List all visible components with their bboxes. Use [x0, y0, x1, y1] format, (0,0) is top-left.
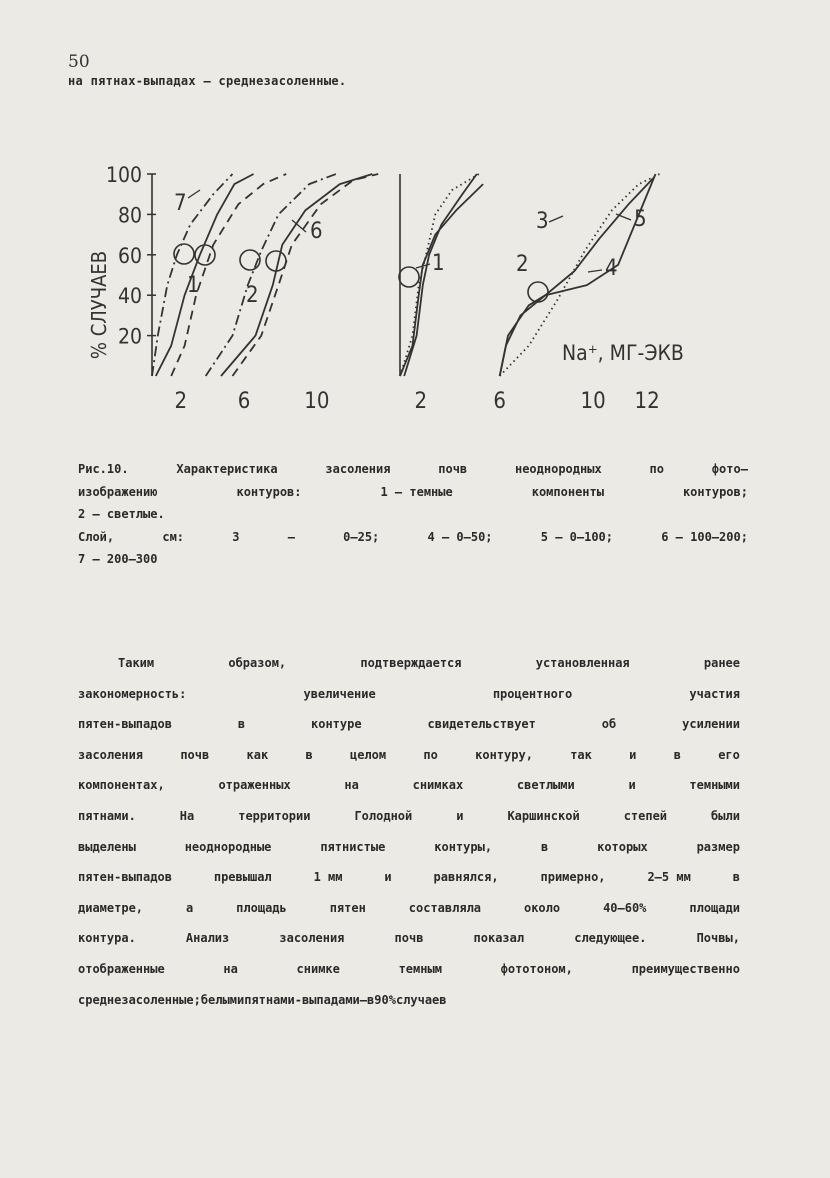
body-word: Таким: [118, 656, 155, 670]
caption-word: 7 – 200–300: [78, 552, 158, 566]
body-word: процентного: [492, 686, 573, 701]
caption-word: засоления: [325, 462, 391, 476]
body-word: участия: [689, 686, 740, 701]
body-word: –: [359, 992, 368, 1007]
body-word: отображенные: [78, 961, 165, 976]
y-tick-label: 80: [117, 203, 142, 228]
caption-word: 3: [232, 529, 240, 544]
y-tick-label: 100: [105, 163, 142, 187]
body-word: засоления: [279, 931, 345, 946]
x-tick-label: 10: [304, 389, 330, 414]
body-line: [78, 862, 740, 893]
body-word: преимущественно: [631, 961, 740, 976]
y-tick-label: 20: [117, 324, 142, 349]
x-tick-label: 6: [493, 389, 506, 414]
body-word: контура.: [78, 931, 136, 946]
body-word: контуре: [311, 717, 362, 732]
body-word: примерно,: [540, 870, 606, 885]
y-tick-label: 40: [117, 284, 142, 309]
caption-word: 0–25;: [343, 529, 380, 544]
body-word: а: [185, 900, 194, 915]
body-word: На: [179, 808, 195, 823]
x-tick-label: 12: [634, 389, 660, 414]
body-word: площади: [689, 900, 740, 915]
body-word: в: [540, 839, 549, 854]
body-word: контуры,: [434, 839, 493, 854]
body-word: случаев: [395, 992, 447, 1007]
caption-word: см:: [162, 529, 185, 544]
body-word: были: [711, 808, 740, 823]
body-word: диаметре,: [78, 900, 144, 915]
body-word: Каршинской: [507, 808, 580, 823]
body-word: показал: [473, 931, 525, 946]
body-word: и: [456, 808, 464, 823]
body-word: на: [223, 961, 238, 976]
body-line: [78, 648, 740, 679]
body-word: и: [629, 747, 637, 762]
body-word: белыми: [200, 992, 245, 1007]
curve-label: 2: [246, 283, 259, 308]
body-word: около: [523, 900, 561, 915]
top-line: на пятнах-выпадах – среднезасоленные.: [68, 74, 347, 88]
caption-line: [78, 481, 748, 504]
series-line: [221, 174, 372, 376]
body-word: свидетельствует: [427, 717, 536, 732]
body-word: в: [673, 747, 681, 762]
body-word: территории: [238, 808, 311, 823]
caption-word: Характеристика: [176, 462, 278, 476]
caption-line: [78, 503, 748, 526]
body-line: [78, 985, 740, 1016]
body-word: пятнами-выпадами: [244, 992, 360, 1007]
x-tick-label: 10: [580, 389, 606, 414]
body-word: Голодной: [354, 808, 413, 823]
body-word: пятен-выпадов: [78, 870, 172, 885]
body-word: фототоном,: [500, 961, 573, 976]
body-word: в: [237, 717, 246, 732]
y-axis-label: % СЛУЧАЕВ: [87, 250, 111, 360]
body-text: [78, 648, 740, 1015]
body-word: на: [344, 778, 359, 793]
caption-line: [78, 458, 748, 481]
body-word: Анализ: [185, 931, 230, 946]
series-line: [233, 174, 379, 376]
body-word: подтверждается: [360, 656, 462, 670]
body-word: в: [367, 992, 375, 1007]
x-tick-label: 2: [174, 389, 188, 414]
caption-word: 1 – темные: [380, 484, 453, 499]
body-word: установленная: [535, 656, 630, 670]
body-word: в: [732, 870, 740, 885]
body-word: превышал: [213, 870, 272, 885]
body-word: закономерность:: [78, 686, 187, 701]
body-word: которых: [597, 839, 648, 854]
body-word: засоления: [78, 747, 144, 762]
label-leader: [188, 190, 200, 198]
body-word: 1 мм: [313, 870, 343, 885]
body-word: об: [601, 717, 617, 732]
body-word: компонентах,: [78, 778, 165, 793]
caption-word: 4 – 0–50;: [427, 529, 493, 544]
body-line: [78, 893, 740, 924]
body-word: почв: [394, 931, 424, 946]
body-word: отраженных: [218, 778, 291, 793]
x-tick-label: 2: [414, 389, 428, 414]
caption-line: [78, 548, 748, 571]
body-word: составляла: [408, 900, 482, 915]
body-word: и: [628, 778, 636, 793]
figure-caption: [78, 458, 748, 571]
caption-word: фото–: [711, 462, 748, 476]
body-line: [78, 770, 740, 801]
body-word: образом,: [228, 656, 287, 670]
body-word: пятнами.: [78, 808, 136, 823]
body-word: неоднородные: [184, 839, 272, 854]
curve-label: 7: [174, 191, 187, 216]
body-word: как: [246, 747, 269, 762]
caption-word: компоненты: [531, 484, 604, 499]
body-line: [78, 801, 740, 832]
body-word: степей: [623, 808, 668, 823]
caption-word: 6 – 100–200;: [661, 529, 748, 544]
caption-line: [78, 526, 748, 549]
label-leader: [588, 270, 602, 272]
body-word: пятен-выпадов: [78, 717, 172, 732]
caption-word: по: [649, 462, 664, 476]
caption-word: контуров;: [682, 484, 748, 499]
x-tick-label: 6: [237, 389, 251, 414]
body-word: снимках: [412, 778, 464, 793]
body-word: следующее.: [574, 931, 647, 946]
body-word: и: [384, 870, 392, 885]
body-line: [78, 709, 740, 740]
body-word: так: [570, 747, 592, 762]
body-word: по: [423, 747, 438, 762]
marker-circle: [195, 245, 215, 265]
caption-word: контуров:: [236, 484, 302, 499]
caption-word: –: [287, 529, 295, 544]
curve-label: 2: [516, 252, 529, 277]
caption-word: Рис.10.: [78, 462, 129, 476]
caption-word: 2 – светлые.: [78, 507, 165, 521]
body-word: равнялся,: [433, 870, 499, 885]
body-word: светлыми: [516, 778, 575, 793]
caption-word: 5 – 0–100;: [540, 529, 613, 544]
curve-label: 1: [187, 273, 200, 298]
body-word: 90%: [374, 992, 396, 1007]
body-word: увеличение: [303, 686, 376, 701]
page-number: 50: [68, 52, 90, 72]
body-word: усилении: [682, 717, 740, 732]
figure-svg: [60, 140, 760, 440]
body-word: среднезасоленные;: [78, 992, 201, 1007]
curve-label: 5: [634, 207, 647, 232]
body-word: Почвы,: [696, 931, 740, 946]
body-word: 40–60%: [603, 900, 647, 915]
body-word: ранее: [703, 656, 740, 670]
body-word: контуру,: [475, 747, 533, 762]
caption-word: изображению: [78, 484, 158, 499]
body-line: [78, 954, 740, 985]
body-word: снимке: [296, 961, 340, 976]
body-word: темным: [398, 961, 442, 976]
body-word: целом: [349, 747, 387, 762]
body-word: пятнистые: [320, 839, 386, 854]
caption-word: почв: [438, 462, 468, 476]
caption-word: Слой,: [78, 529, 115, 544]
body-word: площадь: [236, 900, 287, 915]
caption-word: неоднородных: [514, 462, 602, 476]
series-line: [206, 174, 336, 376]
curve-label: 6: [310, 219, 323, 244]
body-line: [78, 832, 740, 863]
body-word: почв: [180, 747, 210, 762]
body-word: выделены: [78, 839, 136, 854]
curve-label: 3: [536, 209, 549, 234]
body-line: [78, 740, 740, 771]
body-word: его: [718, 747, 740, 762]
body-word: пятен: [329, 900, 366, 915]
curve-label: 1: [432, 251, 445, 276]
body-word: 2–5 мм: [647, 870, 691, 885]
curve-label: 4: [605, 256, 618, 281]
x-axis-label: Na⁺, МГ-ЭКВ: [562, 341, 684, 365]
body-word: размер: [696, 839, 740, 854]
marker-circle: [399, 267, 419, 287]
body-line: [78, 923, 740, 954]
body-word: в: [305, 747, 313, 762]
body-word: темными: [689, 778, 740, 793]
y-tick-label: 60: [117, 243, 142, 268]
body-line: [78, 679, 740, 710]
figure-10: [60, 140, 760, 440]
label-leader: [549, 216, 563, 222]
